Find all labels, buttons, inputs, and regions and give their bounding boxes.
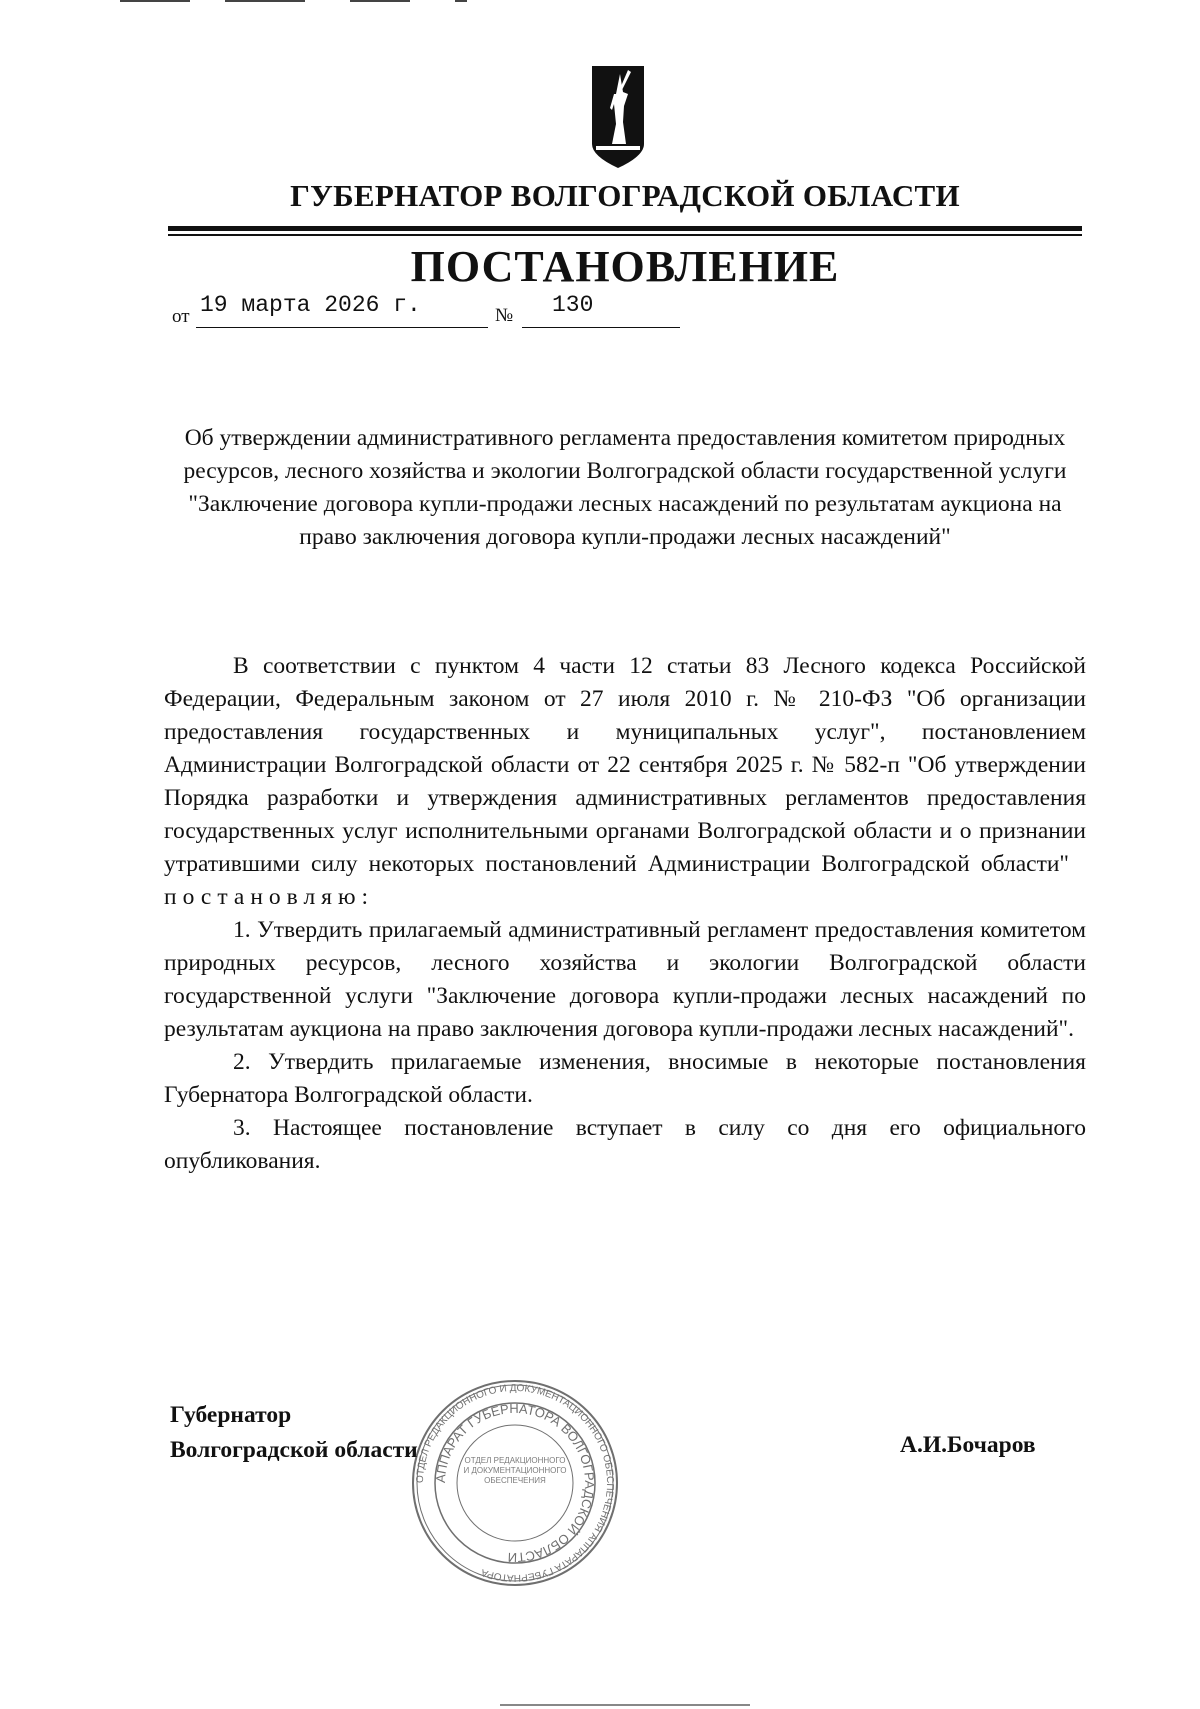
preamble-text: В соответствии с пунктом 4 части 12 статьи 83 Лесного кодекса Российской Федерации, Федеральным законом от 27 июля 2010 г. № 210-ФЗ "Об организации предоставления государственных и муниципальных услуг", постановлением Администрации Волгоградской области от 22 сентября 2025 г. № 582-п "Об утверждении Порядка разработки и утверждения административных регламентов предоставления государственных услуг исполнительными органами Волгоградской области и о признании утратившими силу некоторых постановлений Администрации Волгоградской области" [164, 653, 1086, 877]
stamp-center-text: ОТДЕЛ РЕДАКЦИОННОГО И ДОКУМЕНТАЦИОННОГО ОБЕСПЕЧЕНИЯ [463, 1456, 567, 1485]
number-underline [522, 327, 680, 328]
signatory-title-line: Волгоградской области [170, 1437, 418, 1463]
issuer-title: ГУБЕРНАТОР ВОЛГОГРАДСКОЙ ОБЛАСТИ [290, 178, 960, 213]
date-underline [196, 327, 488, 328]
scan-edge-marks [500, 1704, 750, 1708]
signatory-name: А.И.Бочаров [900, 1432, 1036, 1458]
document-subject: Об утверждении административного регламента предоставления комитетом природных ресурсов, лесного хозяйства и экологии Волгоградской области государственной услуги "Заключение договора купли-продажи лесных насаждений по результатам аукциона на право заключения договора купли-продажи лесных насаждений" [183, 425, 1067, 550]
resolve-word: постановляю: [164, 884, 375, 910]
signatory-title-line: Губернатор [170, 1402, 292, 1428]
list-item: 1. Утвердить прилагаемый административный регламент предоставления комитетом природных ресурсов, лесного хозяйства и экологии Волгоградской области государственной услуги "Заключение договора купли-продажи лесных насаждений по результатам аукциона на право заключения договора купли-продажи лесных насаждений". [164, 917, 1086, 1042]
scan-edge-marks [0, 0, 1200, 6]
preamble-paragraph [164, 650, 1086, 914]
document-type: ПОСТАНОВЛЕНИЕ [410, 242, 840, 291]
official-stamp [410, 1378, 620, 1588]
stamp-middle-text: АППАРАТ ГУБЕРНАТОРА ВОЛГОГРАДСКОЙ ОБЛАСТИ [432, 1400, 598, 1566]
list-item: 3. Настоящее постановление вступает в силу со дня его официального опубликования. [164, 1115, 1086, 1174]
header-divider-thin [168, 234, 1082, 236]
document-body [164, 650, 1086, 1178]
list-item: 2. Утвердить прилагаемые изменения, вносимые в некоторые постановления Губернатора Волгоградской области. [164, 1049, 1086, 1108]
stamp-outer-text: ОТДЕЛ РЕДАКЦИОННОГО И ДОКУМЕНТАЦИОННОГО ОБЕСПЕЧЕНИЯ АППАРАТА ГУБЕРНАТОРА [414, 1382, 616, 1584]
header-divider-thick [168, 226, 1082, 231]
document-number: 130 [552, 292, 594, 318]
document-date: 19 марта 2026 г. [200, 292, 421, 318]
signatory-title [170, 1398, 418, 1468]
date-prefix: от [172, 306, 190, 327]
volgograd-coat-of-arms-icon [590, 64, 646, 170]
number-prefix: № [495, 305, 514, 326]
